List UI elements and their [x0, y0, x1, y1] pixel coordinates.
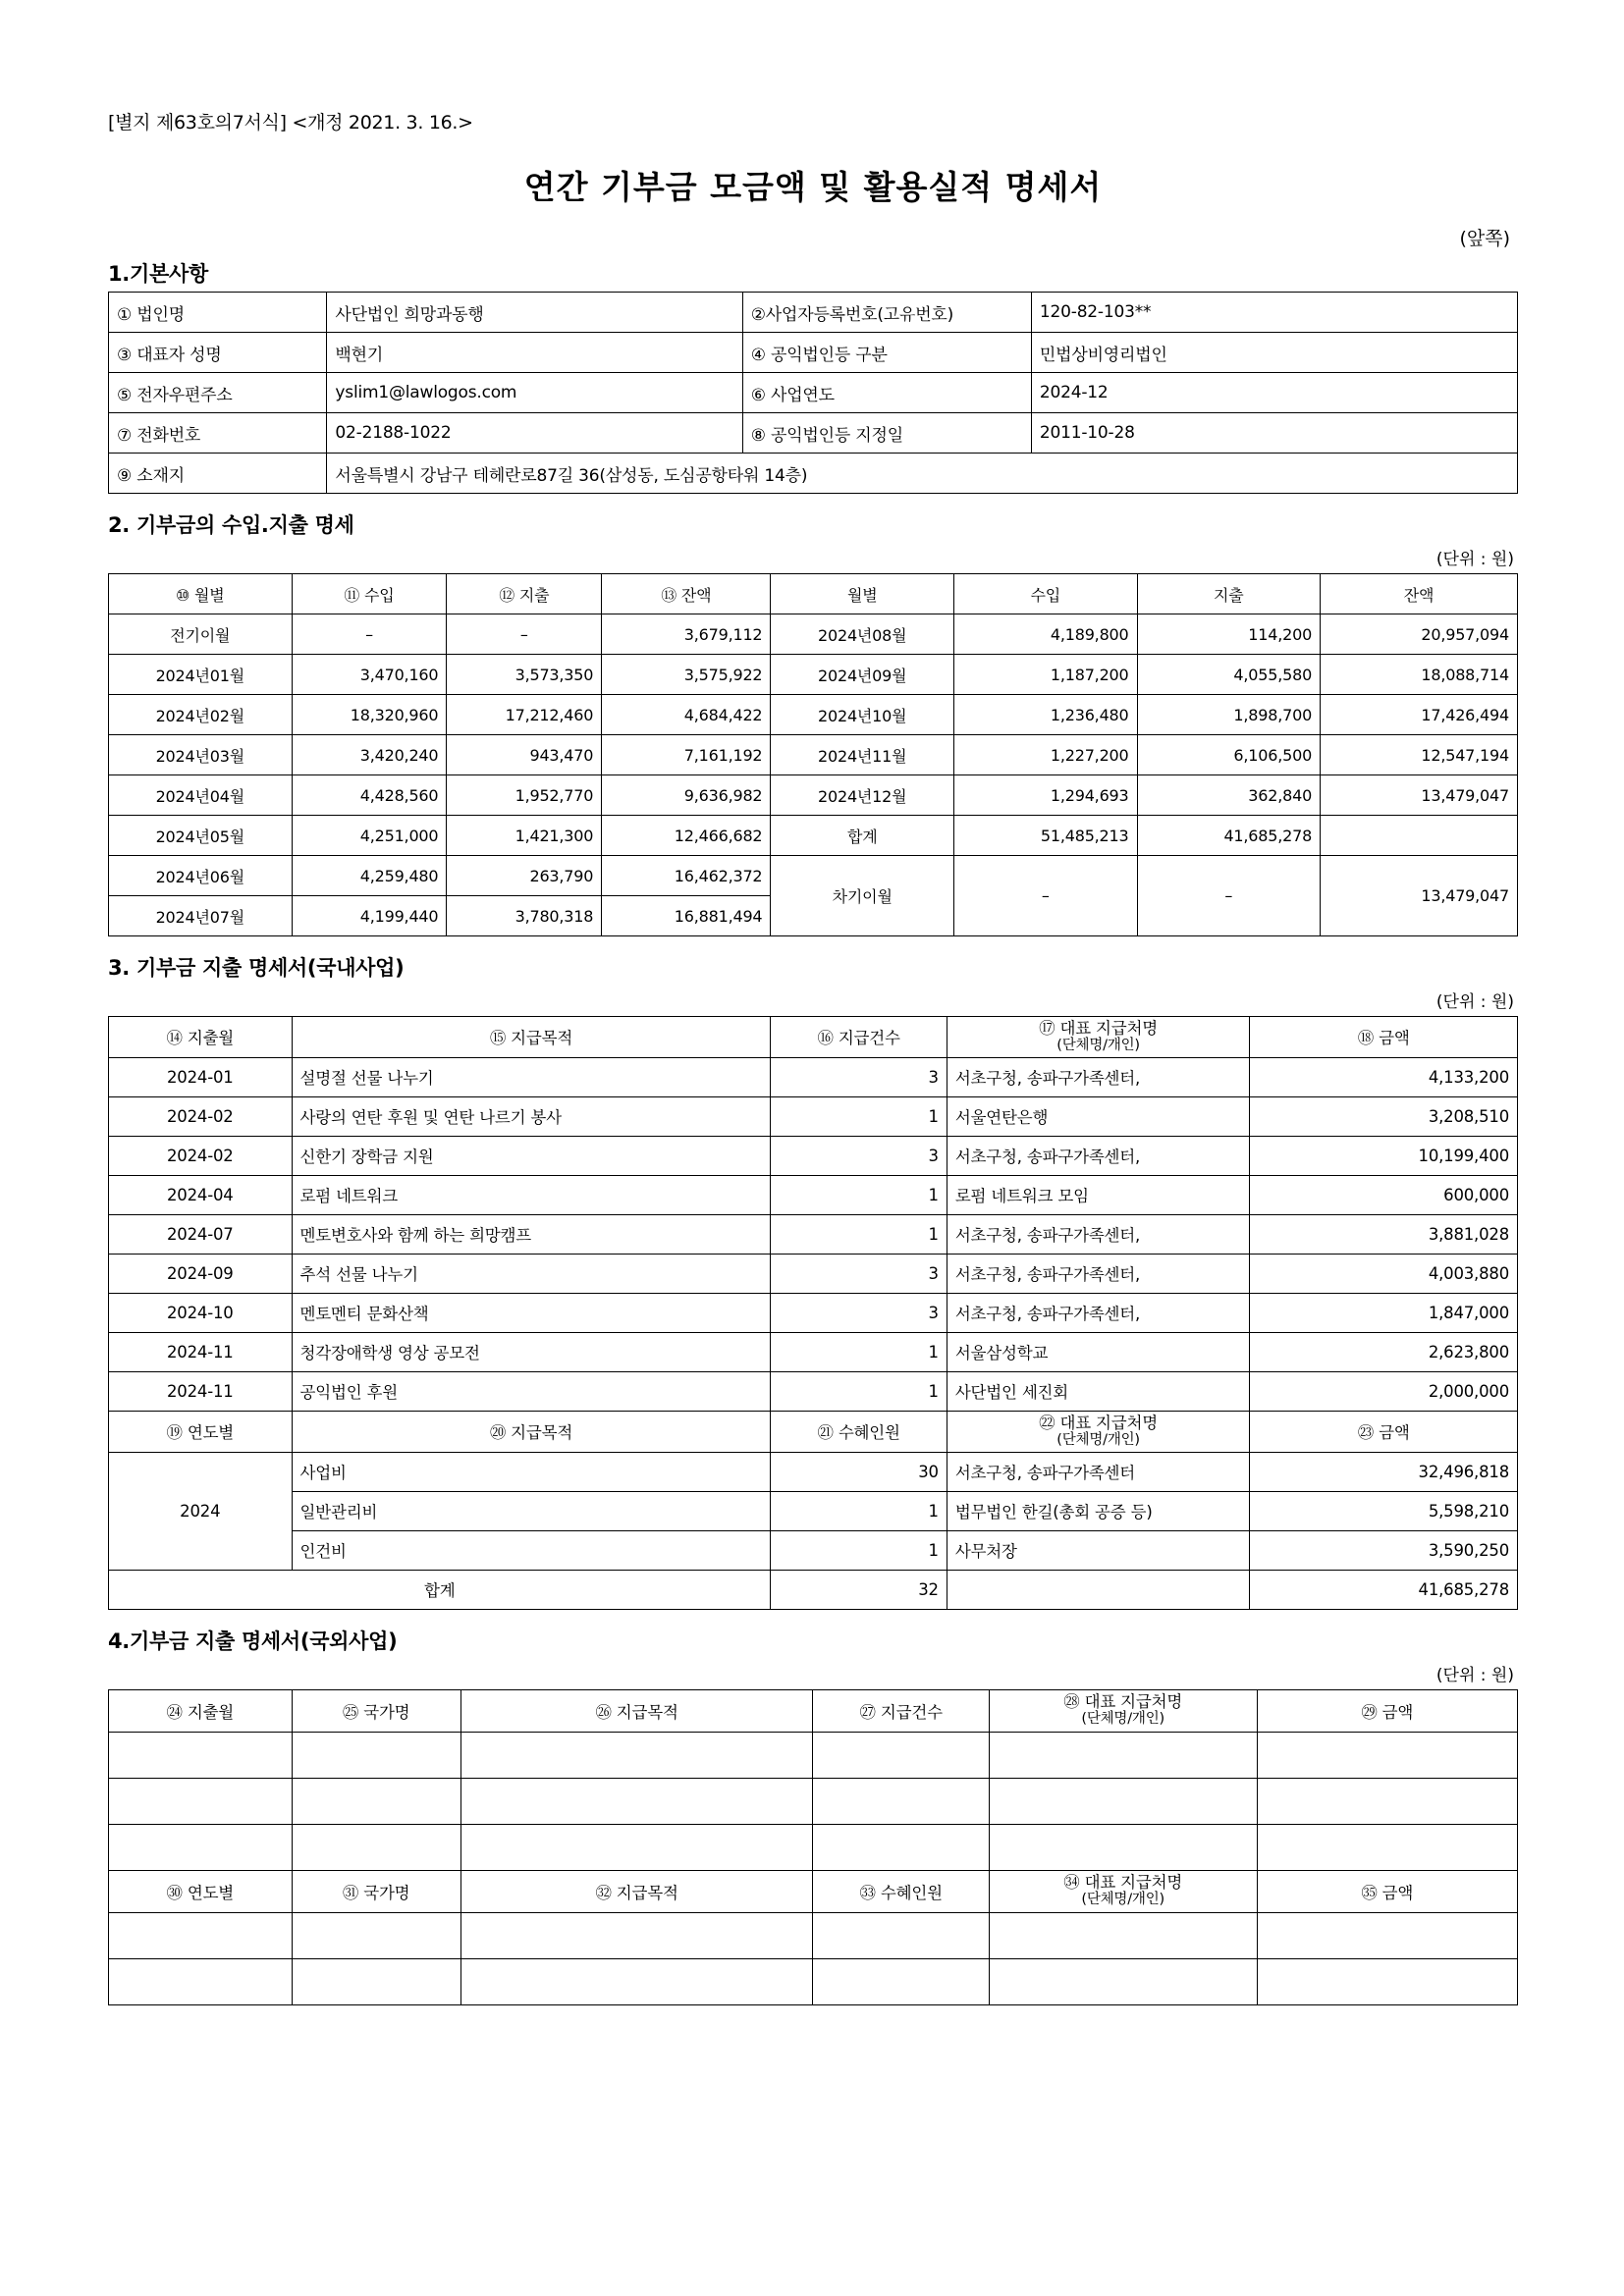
cell-purpose: 청각장애학생 영상 공모전: [292, 1332, 771, 1371]
cell-total-count: 32: [771, 1570, 947, 1609]
cell-count: 3: [771, 1254, 947, 1293]
cell-empty: [989, 1824, 1257, 1870]
cell-month: 2024-09: [109, 1254, 293, 1293]
col-purpose-overseas-year: ㉜ 지급목적: [460, 1870, 813, 1912]
cell-count: 1: [771, 1214, 947, 1254]
cell-purpose: 신한기 장학금 지원: [292, 1136, 771, 1175]
cell-balance: 3,575,922: [602, 655, 771, 695]
cell-month: 2024-02: [109, 1096, 293, 1136]
cell-count: 3: [771, 1057, 947, 1096]
cell-amount: 5,598,210: [1250, 1491, 1518, 1530]
col-payee-overseas: [989, 1689, 1257, 1732]
table-row: [109, 1912, 1518, 1958]
cell-expense: 1,898,700: [1137, 695, 1321, 735]
section4-unit-note: (단위 : 원): [1435, 1665, 1514, 1685]
value-rep-name: 백현기: [327, 333, 742, 373]
table-row: [109, 1371, 1518, 1411]
cell-balance: 9,636,982: [602, 775, 771, 816]
table-header-row: [109, 1870, 1518, 1912]
col-payee-overseas-year-sub: (단체명/개인): [1081, 1892, 1164, 1908]
cell-payee: 서울삼성학교: [947, 1332, 1250, 1371]
label-fiscal-year: ⑥ 사업연도: [742, 373, 1031, 413]
col-expense-left: ⑫ 지출: [447, 574, 602, 614]
cell-empty: [813, 1824, 989, 1870]
table-row: [109, 775, 1518, 816]
cell-carryover-income: –: [953, 856, 1137, 936]
cell-month: 2024년04월: [109, 775, 293, 816]
value-biz-reg-no: 120-82-103**: [1031, 293, 1517, 333]
col-payee-overseas-sub: (단체명/개인): [1081, 1711, 1164, 1728]
cell-payee: 서울연탄은행: [947, 1096, 1250, 1136]
table-row: [109, 1214, 1518, 1254]
cell-empty: [1257, 1824, 1518, 1870]
cell-month: 2024년12월: [771, 775, 954, 816]
col-payee-sub: (단체명/개인): [1056, 1037, 1140, 1053]
form-number: [별지 제63호의7서식] <개정 2021. 3. 16.>: [108, 112, 473, 133]
cell-balance: 16,881,494: [602, 896, 771, 936]
cell-empty: [813, 1912, 989, 1958]
cell-expense: 362,840: [1137, 775, 1321, 816]
cell-empty: [813, 1778, 989, 1824]
cell-count: 1: [771, 1175, 947, 1214]
col-purpose-overseas: ㉖ 지급목적: [460, 1689, 813, 1732]
cell-empty: [292, 1958, 460, 2004]
cell-amount: 2,623,800: [1250, 1332, 1518, 1371]
cell-carryover-balance: 13,479,047: [1321, 856, 1518, 936]
cell-amount: 600,000: [1250, 1175, 1518, 1214]
table-row: [109, 695, 1518, 735]
table-header-row: [109, 574, 1518, 614]
col-payee-main: ⑰ 대표 지급처명: [1039, 1019, 1158, 1038]
value-address: 서울특별시 강남구 테헤란로87길 36(삼성동, 도심공항타워 14층): [327, 454, 1518, 494]
cell-total-label: 합계: [771, 816, 954, 856]
cell-empty: [813, 1958, 989, 2004]
cell-payee: 사단법인 세진회: [947, 1371, 1250, 1411]
table-row: [109, 1452, 1518, 1491]
income-expense-table: [108, 573, 1518, 936]
cell-month: 2024년02월: [109, 695, 293, 735]
value-corp-type: 민법상비영리법인: [1031, 333, 1517, 373]
col-payee-year-sub: (단체명/개인): [1056, 1431, 1140, 1448]
cell-payee: 서초구청, 송파구가족센터: [947, 1452, 1250, 1491]
value-fiscal-year: 2024-12: [1031, 373, 1517, 413]
section2-heading: 2. 기부금의 수입.지출 명세: [108, 513, 354, 537]
table-row: [109, 1254, 1518, 1293]
cell-amount: 4,003,880: [1250, 1254, 1518, 1293]
cell-balance: 12,466,682: [602, 816, 771, 856]
cell-empty: [460, 1732, 813, 1778]
table-row: [109, 1491, 1518, 1530]
col-month-left: ⑩ 월별: [109, 574, 293, 614]
cell-income: 18,320,960: [292, 695, 447, 735]
cell-empty: [1257, 1732, 1518, 1778]
cell-balance: 16,462,372: [602, 856, 771, 896]
cell-purpose: 일반관리비: [292, 1491, 771, 1530]
table-row: [109, 1096, 1518, 1136]
cell-expense: 3,573,350: [447, 655, 602, 695]
label-corp-type: ④ 공익법인등 구분: [742, 333, 1031, 373]
col-count: ⑯ 지급건수: [771, 1017, 947, 1058]
value-phone: 02-2188-1022: [327, 413, 742, 454]
cell-income: 3,470,160: [292, 655, 447, 695]
cell-month: 2024년05월: [109, 816, 293, 856]
cell-purpose: 공익법인 후원: [292, 1371, 771, 1411]
col-expense-right: 지출: [1137, 574, 1321, 614]
table-row: [109, 1136, 1518, 1175]
cell-carryover-label: 차기이월: [771, 856, 954, 936]
cell-carryover-expense: –: [1137, 856, 1321, 936]
cell-empty: [292, 1778, 460, 1824]
cell-month: 2024년09월: [771, 655, 954, 695]
col-country-year: ㉛ 국가명: [292, 1870, 460, 1912]
cell-purpose: 추석 선물 나누기: [292, 1254, 771, 1293]
label-phone: ⑦ 전화번호: [109, 413, 327, 454]
col-payee-year-main: ㉒ 대표 지급처명: [1039, 1413, 1158, 1432]
col-amount-year: ㉓ 금액: [1250, 1411, 1518, 1452]
cell-expense: 6,106,500: [1137, 735, 1321, 775]
cell-balance: 20,957,094: [1321, 614, 1518, 655]
table-row: [109, 1332, 1518, 1371]
label-email: ⑤ 전자우편주소: [109, 373, 327, 413]
label-designation-date: ⑧ 공익법인등 지정일: [742, 413, 1031, 454]
page-title: 연간 기부금 모금액 및 활용실적 명세서: [523, 168, 1103, 206]
cell-purpose: 로펌 네트워크: [292, 1175, 771, 1214]
cell-total-expense: 41,685,278: [1137, 816, 1321, 856]
table-row: [109, 655, 1518, 695]
cell-month: 2024년03월: [109, 735, 293, 775]
cell-empty: [989, 1778, 1257, 1824]
cell-amount: 3,590,250: [1250, 1530, 1518, 1570]
cell-beneficiaries: 1: [771, 1491, 947, 1530]
cell-empty: [989, 1912, 1257, 1958]
cell-income: 4,199,440: [292, 896, 447, 936]
table-row: [109, 413, 1518, 454]
col-amount-overseas-year: ㉟ 금액: [1257, 1870, 1518, 1912]
col-count-overseas: ㉗ 지급건수: [813, 1689, 989, 1732]
cell-income: 4,428,560: [292, 775, 447, 816]
table-row: [109, 1958, 1518, 2004]
section3-heading: 3. 기부금 지출 명세서(국내사업): [108, 956, 405, 980]
cell-expense: 263,790: [447, 856, 602, 896]
cell-total-balance: [1321, 816, 1518, 856]
cell-balance: 13,479,047: [1321, 775, 1518, 816]
cell-balance: 4,684,422: [602, 695, 771, 735]
cell-amount: 3,881,028: [1250, 1214, 1518, 1254]
cell-empty: [1257, 1912, 1518, 1958]
table-row: [109, 1530, 1518, 1570]
cell-month: 2024-04: [109, 1175, 293, 1214]
cell-expense: 4,055,580: [1137, 655, 1321, 695]
col-payee: [947, 1017, 1250, 1058]
cell-count: 1: [771, 1332, 947, 1371]
label-address: ⑨ 소재지: [109, 454, 327, 494]
col-beneficiaries: ㉑ 수혜인원: [771, 1411, 947, 1452]
cell-month: 2024-11: [109, 1371, 293, 1411]
col-beneficiaries-overseas: ㉝ 수혜인원: [813, 1870, 989, 1912]
cell-income: 1,294,693: [953, 775, 1137, 816]
cell-payee: 서초구청, 송파구가족센터,: [947, 1293, 1250, 1332]
cell-empty: [989, 1958, 1257, 2004]
cell-year: 2024: [109, 1452, 293, 1570]
table-row: [109, 735, 1518, 775]
cell-empty: [989, 1732, 1257, 1778]
cell-month: 2024년11월: [771, 735, 954, 775]
cell-amount: 32,496,818: [1250, 1452, 1518, 1491]
cell-empty: [292, 1824, 460, 1870]
table-row: [109, 1732, 1518, 1778]
cell-purpose: 설명절 선물 나누기: [292, 1057, 771, 1096]
cell-payee: 서초구청, 송파구가족센터,: [947, 1136, 1250, 1175]
cell-month: 전기이월: [109, 614, 293, 655]
cell-amount: 10,199,400: [1250, 1136, 1518, 1175]
cell-balance: 18,088,714: [1321, 655, 1518, 695]
overseas-expense-table: [108, 1689, 1518, 2005]
cell-total-income: 51,485,213: [953, 816, 1137, 856]
table-row: [109, 1057, 1518, 1096]
cell-month: 2024년07월: [109, 896, 293, 936]
cell-month: 2024년06월: [109, 856, 293, 896]
cell-payee: 서초구청, 송파구가족센터,: [947, 1214, 1250, 1254]
domestic-expense-table: [108, 1016, 1518, 1610]
cell-month: 2024-11: [109, 1332, 293, 1371]
col-expense-month-overseas: ㉔ 지출월: [109, 1689, 293, 1732]
col-purpose: ⑮ 지급목적: [292, 1017, 771, 1058]
cell-income: –: [292, 614, 447, 655]
cell-total-amount: 41,685,278: [1250, 1570, 1518, 1609]
col-payee-year: [947, 1411, 1250, 1452]
cell-empty: [460, 1912, 813, 1958]
cell-expense: 1,952,770: [447, 775, 602, 816]
cell-empty: [292, 1912, 460, 1958]
col-income-left: ⑪ 수입: [292, 574, 447, 614]
cell-amount: 4,133,200: [1250, 1057, 1518, 1096]
col-payee-overseas-year-main: ㉞ 대표 지급처명: [1063, 1873, 1183, 1893]
section2-unit-note: (단위 : 원): [1435, 550, 1514, 569]
cell-empty: [109, 1912, 293, 1958]
table-row: [109, 1778, 1518, 1824]
cell-beneficiaries: 1: [771, 1530, 947, 1570]
cell-expense: –: [447, 614, 602, 655]
cell-month: 2024-02: [109, 1136, 293, 1175]
cell-empty: [460, 1824, 813, 1870]
cell-balance: 7,161,192: [602, 735, 771, 775]
cell-total-payee: [947, 1570, 1250, 1609]
table-row: [109, 614, 1518, 655]
table-header-row: [109, 1017, 1518, 1058]
cell-count: 1: [771, 1096, 947, 1136]
cell-balance: 3,679,112: [602, 614, 771, 655]
cell-empty: [460, 1778, 813, 1824]
col-payee-overseas-main: ㉘ 대표 지급처명: [1063, 1692, 1183, 1712]
cell-purpose: 멘토변호사와 함께 하는 희망캠프: [292, 1214, 771, 1254]
col-country: ㉕ 국가명: [292, 1689, 460, 1732]
table-row: [109, 1824, 1518, 1870]
section4-heading: 4.기부금 지출 명세서(국외사업): [108, 1629, 398, 1653]
cell-payee: 로펌 네트워크 모임: [947, 1175, 1250, 1214]
section3-unit-note: (단위 : 원): [1435, 992, 1514, 1012]
cell-empty: [813, 1732, 989, 1778]
col-purpose-year: ⑳ 지급목적: [292, 1411, 771, 1452]
cell-purpose: 인건비: [292, 1530, 771, 1570]
table-row: [109, 816, 1518, 856]
cell-income: 1,187,200: [953, 655, 1137, 695]
cell-payee: 법무법인 한길(총회 공증 등): [947, 1491, 1250, 1530]
page-side-marker: (앞쪽): [1459, 228, 1510, 249]
cell-month: 2024년08월: [771, 614, 954, 655]
col-year: ⑲ 연도별: [109, 1411, 293, 1452]
col-balance-right: 잔액: [1321, 574, 1518, 614]
col-payee-overseas-year: [989, 1870, 1257, 1912]
table-header-row: [109, 1411, 1518, 1452]
cell-month: 2024-01: [109, 1057, 293, 1096]
col-month-right: 월별: [771, 574, 954, 614]
col-balance-left: ⑬ 잔액: [602, 574, 771, 614]
cell-purpose: 사업비: [292, 1452, 771, 1491]
cell-expense: 3,780,318: [447, 896, 602, 936]
col-income-right: 수입: [953, 574, 1137, 614]
cell-income: 4,189,800: [953, 614, 1137, 655]
cell-total-label: 합계: [109, 1570, 771, 1609]
cell-expense: 943,470: [447, 735, 602, 775]
cell-expense: 114,200: [1137, 614, 1321, 655]
col-year-overseas: ㉚ 연도별: [109, 1870, 293, 1912]
cell-month: 2024-10: [109, 1293, 293, 1332]
table-row: [109, 333, 1518, 373]
table-header-row: [109, 1689, 1518, 1732]
label-biz-reg-no: ②사업자등록번호(고유번호): [742, 293, 1031, 333]
cell-balance: 12,547,194: [1321, 735, 1518, 775]
cell-empty: [292, 1732, 460, 1778]
cell-month: 2024년10월: [771, 695, 954, 735]
cell-balance: 17,426,494: [1321, 695, 1518, 735]
cell-income: 3,420,240: [292, 735, 447, 775]
cell-income: 1,236,480: [953, 695, 1137, 735]
value-corp-name: 사단법인 희망과동행: [327, 293, 742, 333]
cell-income: 4,259,480: [292, 856, 447, 896]
basic-info-table: [108, 292, 1518, 494]
cell-empty: [1257, 1778, 1518, 1824]
col-amount: ⑱ 금액: [1250, 1017, 1518, 1058]
cell-beneficiaries: 30: [771, 1452, 947, 1491]
cell-empty: [1257, 1958, 1518, 2004]
label-corp-name: ① 법인명: [109, 293, 327, 333]
table-row: [109, 373, 1518, 413]
value-email: yslim1@lawlogos.com: [327, 373, 742, 413]
cell-empty: [109, 1778, 293, 1824]
table-total-row: [109, 1570, 1518, 1609]
cell-empty: [109, 1824, 293, 1870]
cell-expense: 1,421,300: [447, 816, 602, 856]
cell-empty: [460, 1958, 813, 2004]
cell-purpose: 사랑의 연탄 후원 및 연탄 나르기 봉사: [292, 1096, 771, 1136]
cell-amount: 1,847,000: [1250, 1293, 1518, 1332]
col-amount-overseas: ㉙ 금액: [1257, 1689, 1518, 1732]
cell-payee: 서초구청, 송파구가족센터,: [947, 1254, 1250, 1293]
cell-month: 2024-07: [109, 1214, 293, 1254]
cell-empty: [109, 1732, 293, 1778]
cell-count: 1: [771, 1371, 947, 1411]
label-rep-name: ③ 대표자 성명: [109, 333, 327, 373]
value-designation-date: 2011-10-28: [1031, 413, 1517, 454]
cell-month: 2024년01월: [109, 655, 293, 695]
table-row: [109, 293, 1518, 333]
table-row: [109, 1293, 1518, 1332]
cell-income: 1,227,200: [953, 735, 1137, 775]
table-row: [109, 454, 1518, 494]
cell-count: 3: [771, 1293, 947, 1332]
cell-purpose: 멘토멘티 문화산책: [292, 1293, 771, 1332]
cell-payee: 사무처장: [947, 1530, 1250, 1570]
col-expense-month: ⑭ 지출월: [109, 1017, 293, 1058]
table-row: [109, 1175, 1518, 1214]
cell-empty: [109, 1958, 293, 2004]
table-row: [109, 856, 1518, 896]
cell-count: 3: [771, 1136, 947, 1175]
cell-payee: 서초구청, 송파구가족센터,: [947, 1057, 1250, 1096]
cell-amount: 3,208,510: [1250, 1096, 1518, 1136]
cell-amount: 2,000,000: [1250, 1371, 1518, 1411]
cell-expense: 17,212,460: [447, 695, 602, 735]
section1-heading: 1.기본사항: [108, 262, 208, 286]
cell-income: 4,251,000: [292, 816, 447, 856]
